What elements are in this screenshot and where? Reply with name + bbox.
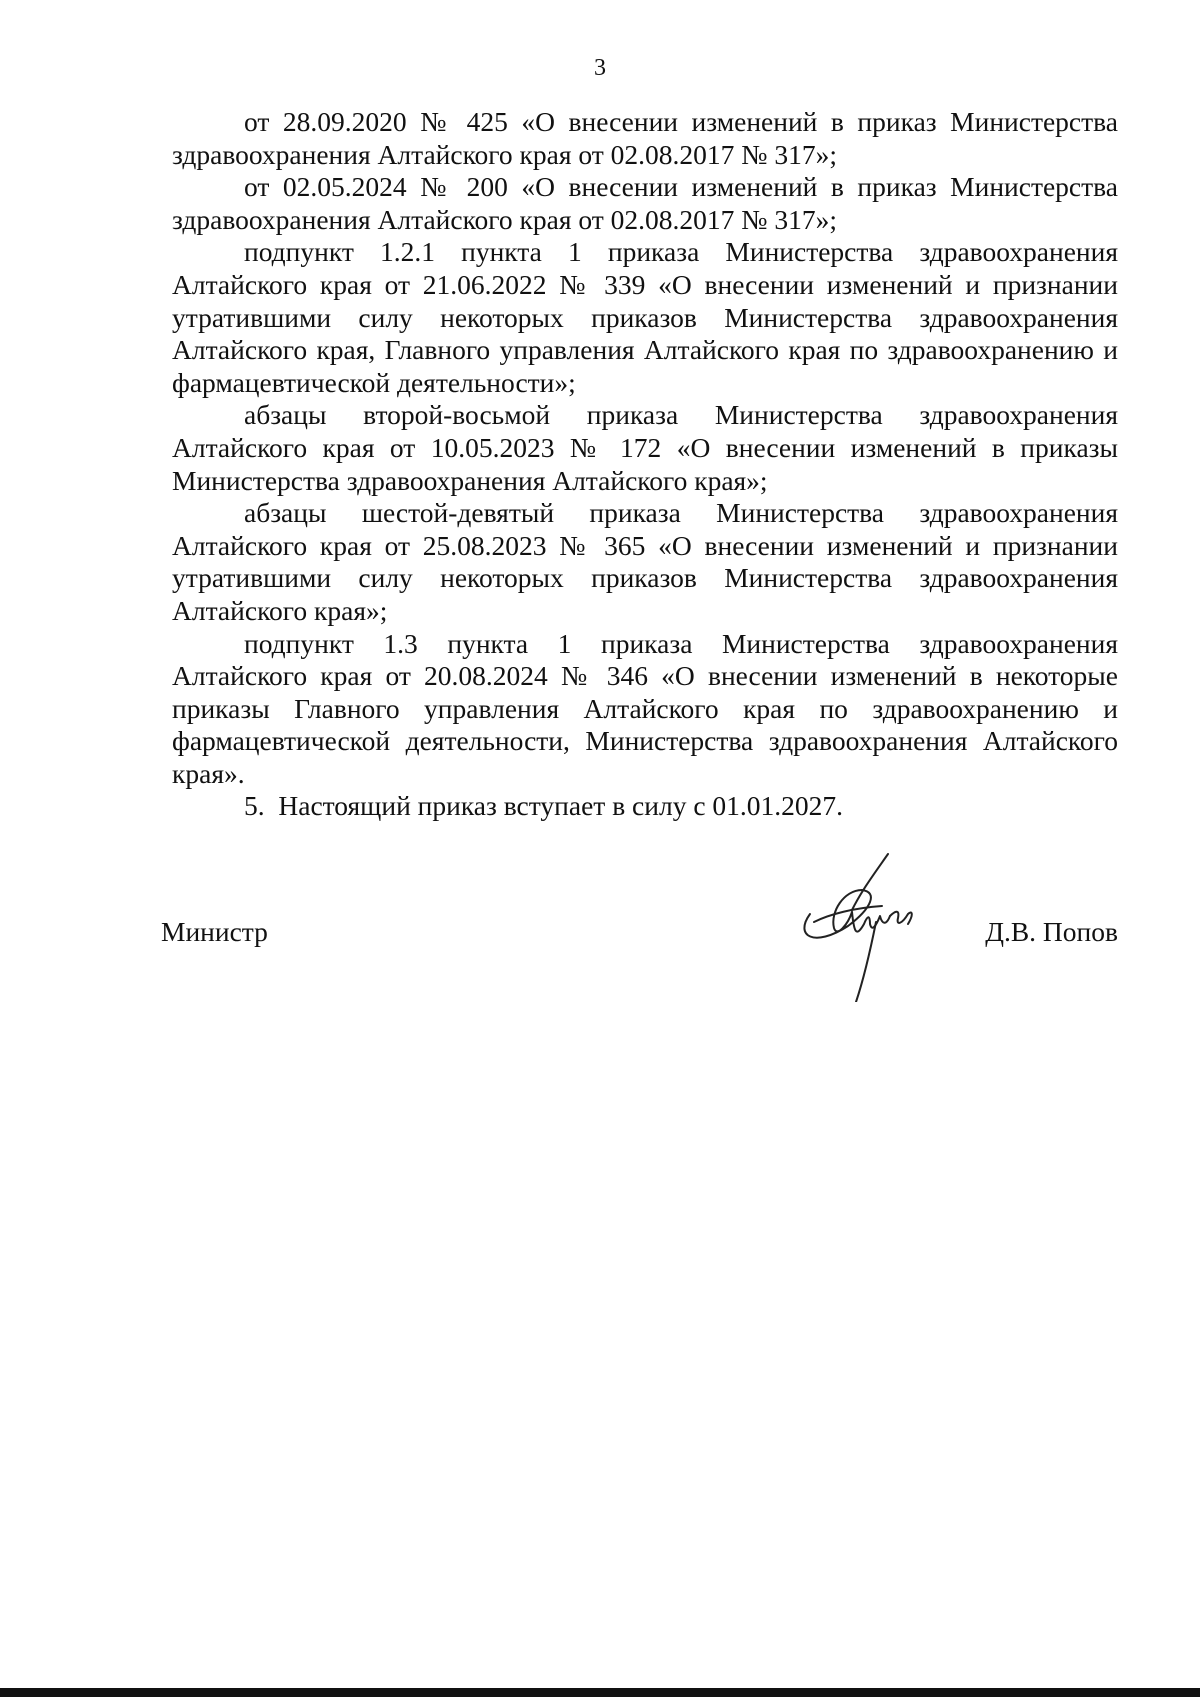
list-item: подпункт 1.3 пункта 1 приказа Министерства здравоохранения Алтайского края от 20.08.2024 № 346 «О внесении изменений в некоторые приказы Главного управления Алтайского края по здравоохранению и фармацевтической деятельности, Министерства здравоохранения Алтайского края». [172, 627, 1118, 789]
document-body [172, 106, 1118, 823]
clause-5 [172, 790, 1118, 823]
list-item: подпункт 1.2.1 пункта 1 приказа Министерства здравоохранения Алтайского края от 21.06.2022 № 339 «О внесении изменений и признании утратившими силу некоторых приказов Министерства здравоохранения Алтайского края, Главного управления Алтайского края по здравоохранению и фармацевтической деятельности»; [172, 236, 1118, 398]
signature-block [0, 852, 1200, 1012]
signer-name: Д.В. Попов [985, 916, 1118, 947]
list-item: абзацы шестой-девятый приказа Министерства здравоохранения Алтайского края от 25.08.2023 № 365 «О внесении изменений и признании утратившими силу некоторых приказов Министерства здравоохранения Алтайского края»; [172, 497, 1118, 626]
list-item: абзацы второй-восьмой приказа Министерства здравоохранения Алтайского края от 10.05.2023 № 172 «О внесении изменений в приказы Министерства здравоохранения Алтайского края»; [172, 399, 1118, 496]
handwritten-signature-icon [790, 852, 940, 1002]
list-item: от 02.05.2024 № 200 «О внесении изменений в приказ Министерства здравоохранения Алтайского края от 02.08.2017 № 317»; [172, 171, 1118, 235]
signer-position: Министр [161, 916, 268, 947]
page-number: 3 [594, 55, 606, 81]
page-bottom-border [0, 1688, 1200, 1697]
clause-text: Настоящий приказ вступает в силу с 01.01.2027. [278, 790, 844, 822]
list-item: от 28.09.2020 № 425 «О внесении изменений в приказ Министерства здравоохранения Алтайского края от 02.08.2017 № 317»; [172, 106, 1118, 170]
clause-number: 5. [244, 790, 265, 822]
